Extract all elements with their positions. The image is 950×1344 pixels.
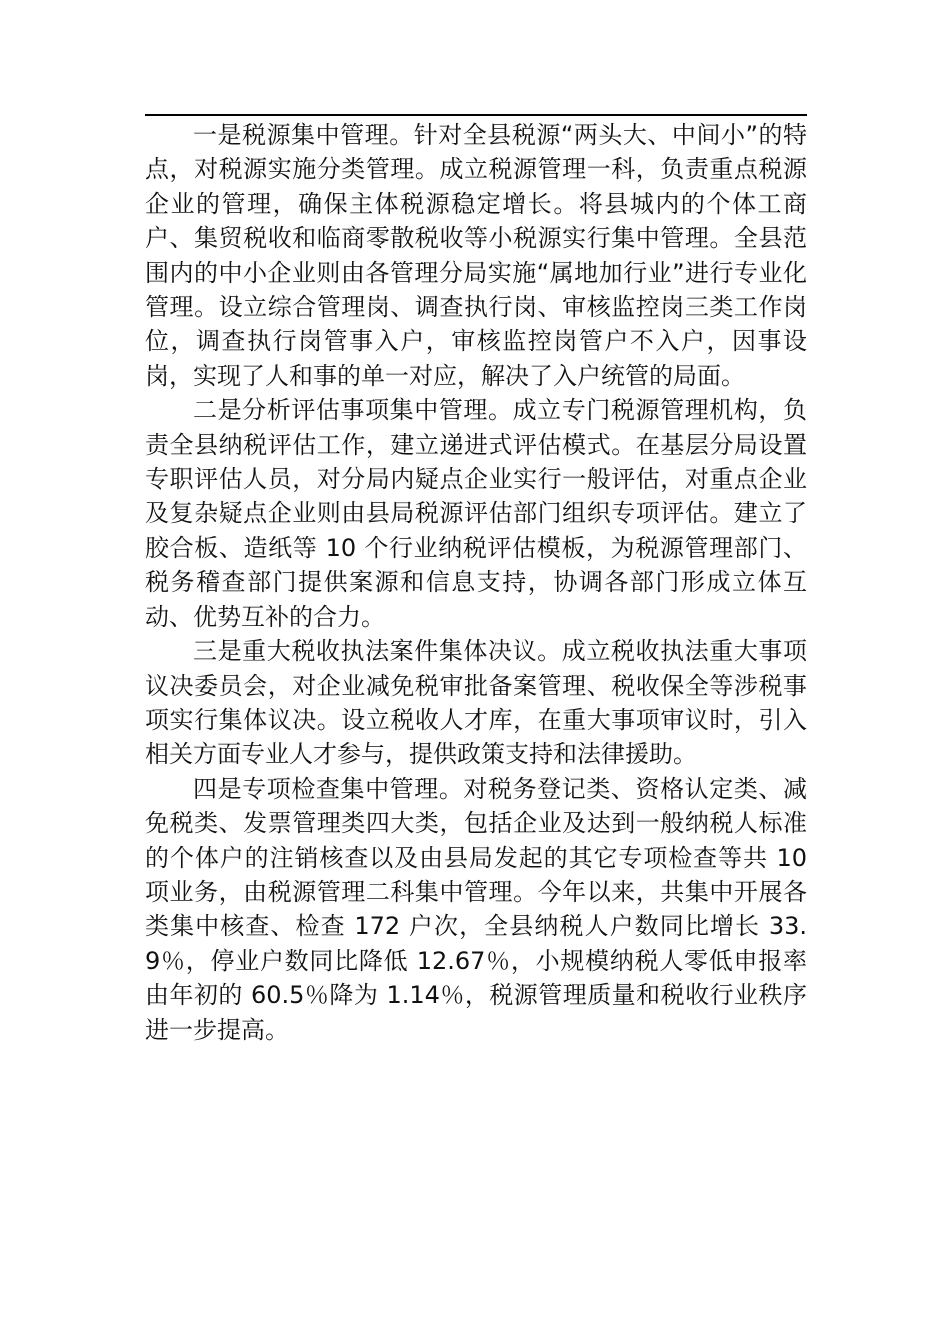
body-text xyxy=(145,118,807,1047)
paragraph-assessment-management: 二是分析评估事项集中管理。成立专门税源管理机构，负责全县纳税评估工作，建立递进式评估模式。在基层分局设置专职评估人员，对分局内疑点企业实行一般评估，对重点企业及复杂疑点企业则由县局税源评估部门组织专项评估。建立了胶合板、造纸等 10 个行业纳税评估模板，为税源管理部门、税务稽查部门提供案源和信息支持，协调各部门形成立体互动、优势互补的合力。 xyxy=(145,396,807,631)
header-rule xyxy=(145,114,807,116)
paragraph-special-inspection: 四是专项检查集中管理。对税务登记类、资格认定类、减免税类、发票管理类四大类，包括企业及达到一般纳税人标准的个体户的注销核查以及由县局发起的其它专项检查等共 10 项业务，由税源管理二科集中管理。今年以来，共集中开展各类集中核查、检查 172 户次，全县纳税人户数同比增长 33.9％，停业户数同比降低 12.67％，小规模纳税人零低申报率由年初的 60.5％降为 1.14％，税源管理质量和税收行业秩序进一步提高。 xyxy=(145,774,807,1044)
paragraph-tax-source-management: 一是税源集中管理。针对全县税源“两头大、中间小”的特点，对税源实施分类管理。成立税源管理一科，负责重点税源企业的管理，确保主体税源稳定增长。将县城内的个体工商户、集贸税收和临商零散税收等小税源实行集中管理。全县范围内的中小企业则由各管理分局实施“属地加行业”进行专业化管理。设立综合管理岗、调查执行岗、审核监控岗三类工作岗位，调查执行岗管事入户，审核监控岗管户不入户，因事设岗，实现了人和事的单一对应，解决了入户统管的局面。 xyxy=(145,121,807,390)
paragraph-collective-decision: 三是重大税收执法案件集体决议。成立税收执法重大事项议决委员会，对企业减免税审批备案管理、税收保全等涉税事项实行集体议决。设立税收人才库，在重大事项审议时，引入相关方面专业人才参与，提供政策支持和法律援助。 xyxy=(145,637,807,769)
